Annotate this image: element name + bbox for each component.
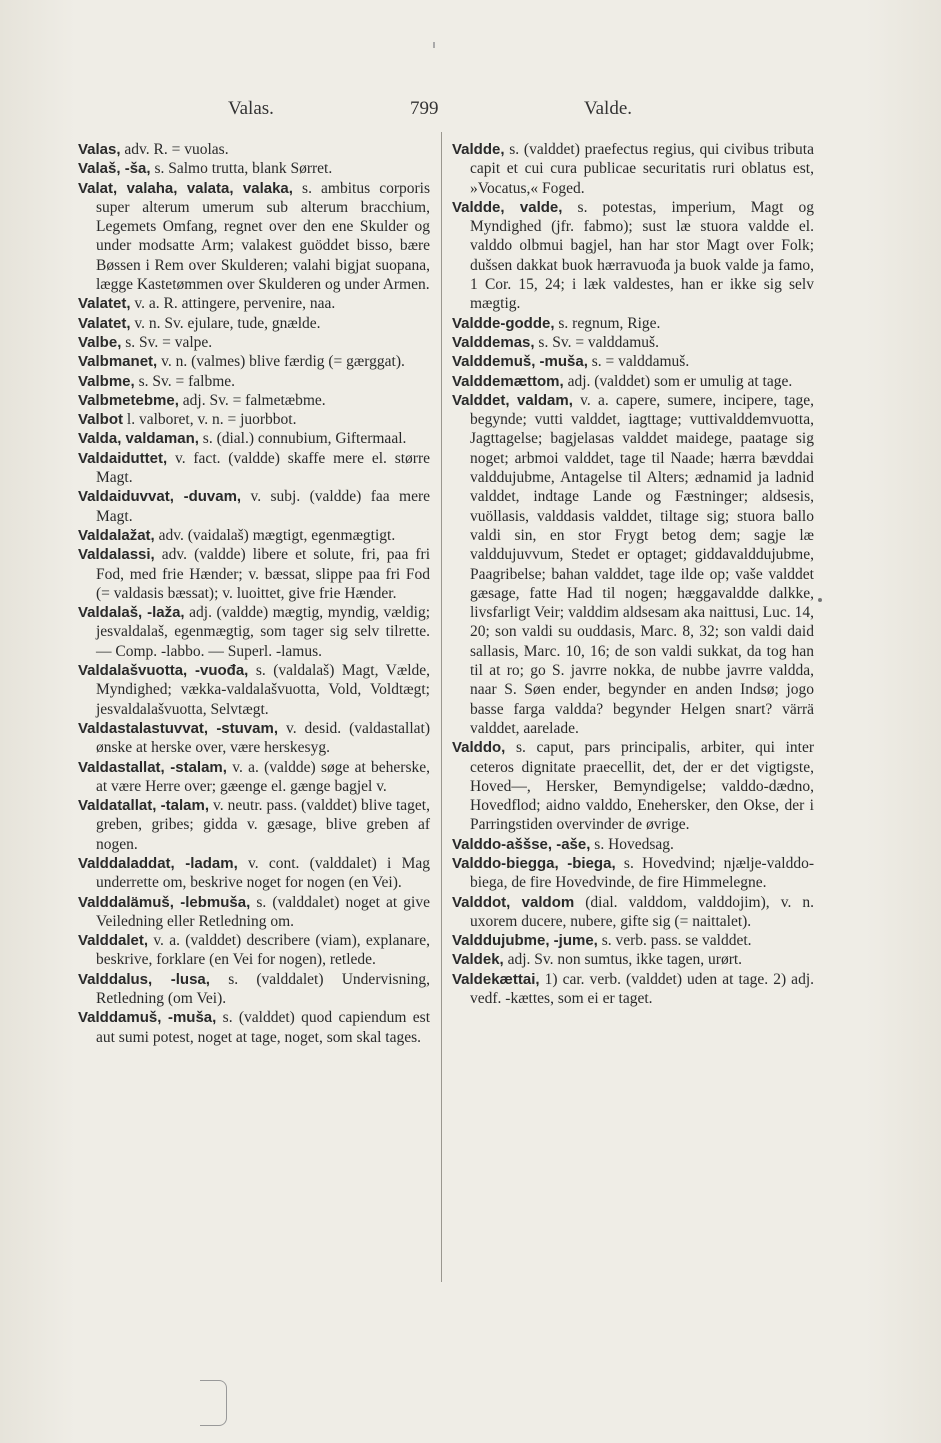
entry-definition: s. Hovedsag.: [594, 835, 674, 853]
entry-definition: s. (valddet) praefectus regius, qui civibus tributa capit et cui cura publicae securitatis ruri oblatus est, »Vocatus,« Foged.: [470, 141, 814, 197]
entry-headword: Valat, valaha, valata, valaka,: [78, 179, 293, 197]
dictionary-entry: [452, 854, 814, 893]
page-number: 799: [410, 98, 439, 119]
entry-definition: s. (valddalet) noget at give Veiledning eller Retledning om.: [96, 893, 430, 930]
entry-headword: Valdaiduvvat, -duvam,: [78, 488, 242, 506]
entry-definition: adv. (vaidalaš) mægtigt, egenmægtigt.: [158, 526, 396, 544]
left-column: [78, 140, 430, 1047]
entry-definition: v. desid. (valdastallat) ønske at herske over, være herskesyg.: [96, 719, 430, 757]
dictionary-entry: [78, 449, 430, 488]
entry-headword: Valdde, valde,: [452, 198, 563, 216]
entry-definition: s. (valdalaš) Magt, Vælde, Myndighed; vækka-valdalašvuotta, Vold, Voldtægt; jesvaldalašvuotta, Selvtægt.: [96, 662, 431, 718]
column-divider: [441, 132, 442, 1282]
dictionary-entry: [78, 1008, 430, 1047]
dictionary-entry: [78, 603, 430, 661]
dictionary-entry: [78, 333, 430, 352]
dictionary-entry: [452, 391, 814, 738]
entry-definition: v. a. R. attingere, pervenire, naa.: [134, 295, 336, 313]
dictionary-entry: [452, 950, 814, 969]
entry-headword: Valatet,: [78, 295, 131, 313]
entry-headword: Valdde-godde,: [452, 314, 555, 332]
dictionary-entry: [78, 893, 430, 932]
dictionary-entry: [452, 931, 814, 950]
entry-headword: Valddalus, -lusa,: [78, 970, 210, 988]
dictionary-entry: [452, 140, 814, 198]
entry-definition: v. fact. (valdde) skaffe mere el. større Magt.: [96, 449, 430, 487]
entry-headword: Valdalašvuotta, -vuođa,: [78, 662, 249, 680]
entry-headword: Valdatallat, -talam,: [78, 797, 210, 815]
entry-definition: v. n. Sv. ejulare, tude, gnælde.: [134, 314, 321, 332]
dictionary-entry: [78, 526, 430, 545]
entry-definition: v. subj. (valdde) faa mere Magt.: [96, 488, 430, 525]
entry-definition: adj. (valdde) mægtig, myndig, vældig; jesvaldalaš, egenmægtig, som tager sig selv tilrette. — Comp. -labbo. — Superl. -lamus.: [96, 604, 431, 660]
dictionary-entry: [78, 854, 430, 893]
entry-headword: Valbmanet,: [78, 353, 158, 371]
entry-definition: s. (valddalet) Undervisning, Retledning (om Vei).: [96, 970, 430, 1008]
entry-definition: s. (valddet) quod capiendum est aut sumi potest, noget at tage, noget, som skal tages.: [96, 1009, 430, 1046]
dictionary-entry: [78, 796, 430, 854]
entry-definition: adv. R. = vuolas.: [124, 141, 229, 158]
entry-headword: Valdaiduttet,: [78, 449, 168, 467]
entry-headword: Valbmetebme,: [78, 391, 179, 409]
binding-mark: [200, 1380, 227, 1426]
entry-definition: v. a. (valdde) søge at beherske, at være Herre over; gæenge el. gænge bagjel v.: [96, 758, 430, 795]
dictionary-entry: [452, 372, 814, 391]
running-head-left: Valas.: [228, 98, 274, 119]
entry-headword: Valdalassi,: [78, 546, 155, 564]
dictionary-entry: [452, 835, 814, 854]
entry-definition: v. cont. (valddalet) i Mag underrette om, beskrive noget for nogen (en Vei).: [96, 854, 430, 892]
dictionary-entry: [452, 970, 814, 1009]
dictionary-entry: [78, 159, 430, 178]
entry-definition: s. potestas, imperium, Magt og Myndighed (jfr. fabmo); sust læ stuora valdde el. valddo olbmui bagjel, han har stor Magt over Folk; dušsen dakkat buok hærravuođa ja buok valde ja famo, 1 Cor. 15, 24; i læk valdestes, han er ikke sig selv mægtig.: [470, 198, 815, 313]
entry-definition: v. neutr. pass. (valddet) blive taget, greben, gribes; gidda v. gæsage, blive greben af nogen.: [96, 797, 430, 853]
entry-headword: Valddalämuš, -lebmuša,: [78, 893, 251, 911]
entry-definition: s. Sv. = valpe.: [125, 333, 213, 351]
entry-definition: s. verb. pass. se valddet.: [601, 932, 752, 950]
entry-headword: Valddo,: [452, 739, 506, 757]
entry-definition: s. ambitus corporis super alterum umerum sub alterum bracchium, Legemets Omfang, regnet over den ene Skulder og under modsatte Arm; valakest guöddet bisso, bære Bøssen i Rem over Skulderen; valahi bigjat suopana, lægge Kastetømmen over Skulderen og under Armen.: [96, 179, 431, 294]
entry-headword: Valdalaš, -laža,: [78, 604, 185, 622]
dictionary-entry: [78, 179, 430, 295]
right-column: [452, 140, 814, 1008]
entry-headword: Valddalet,: [78, 932, 149, 950]
entry-definition: s. Salmo trutta, blank Sørret.: [154, 160, 333, 178]
entry-definition: s. regnum, Rige.: [558, 314, 661, 332]
entry-definition: adj. Sv. = falmetæbme.: [182, 391, 326, 409]
entry-headword: Valaš, -ša,: [78, 160, 151, 178]
entry-headword: Valddo-aššse, -aše,: [452, 835, 591, 853]
dictionary-entry: [452, 333, 814, 352]
entry-definition: s. Sv. = valddamuš.: [538, 333, 659, 351]
entry-headword: Valddot, valdom: [452, 893, 575, 911]
entry-definition: s. = valddamuš.: [591, 353, 690, 371]
entry-headword: Valbe,: [78, 333, 122, 351]
running-head-right: Valde.: [584, 98, 633, 119]
entry-headword: Valdastallat, -stalam,: [78, 758, 227, 776]
dictionary-entry: [78, 719, 430, 758]
dictionary-entry: [452, 314, 814, 333]
entry-definition: v. a. (valddet) describere (viam), explanare, beskrive, forklare (en Vei for nogen), retlede.: [96, 932, 430, 969]
entry-headword: Valas,: [78, 141, 121, 158]
entry-definition: s. Sv. = falbme.: [138, 372, 235, 390]
entry-headword: Valddemas,: [452, 333, 535, 351]
entry-definition: v. a. capere, sumere, incipere, tage, begynde; vutti valddet, iagttage; vuttivalddemvuotta, Jagttagelse; bagjelasas valddet maidege, paatage sig noget; arbmoi valddet, tage til Naade; hærra bævddai valddujubme, Antagelse til Alters; ædnamid ja ladnid valddet, indtage Lande og Fæstninger; aldsesis, vuöllasis, valddasis valddet, tiltage sig; stuora ballo valdi sin, en stor Frygt betog dem; sagje læ valddujuvvum, Stedet er optaget; giddavalddujubme, Paagribelse; bahan valddet, tage ilde op; vaše valddet gæsage, fatte Had til nogen; hæggavaldde dalkke, livsfarligt Veir; valddim aldsesam aka naittusi, Luc. 14, 20; son valdi su ouddasis, Marc. 8, 32; son valdi daid sallasis, Marc. 10, 16; de son valdi sukkat, da tog han til at ro; go S. javrre nokka, de nubbe javrre valdda, naar S. Søen ender, begynder en anden Indsø; jogo basse farga valdda? begynder Helgen snart? värrä valddet, aarelade.: [470, 391, 814, 737]
entry-headword: Valdekættai,: [452, 970, 540, 988]
dictionary-entry: [78, 391, 430, 410]
entry-definition: 1) car. verb. (valddet) uden at tage. 2) adj. vedf. -kættes, som ei er taget.: [470, 970, 814, 1008]
entry-headword: Valddo-biegga, -biega,: [452, 854, 616, 872]
entry-definition: l. valboret, v. n. = juorbbot.: [126, 411, 297, 429]
dictionary-entry: [78, 970, 430, 1009]
dictionary-entry: [78, 758, 430, 797]
entry-definition: adj. (valddet) som er umulig at tage.: [567, 372, 793, 390]
dictionary-entry: [78, 661, 430, 719]
dictionary-entry: [452, 738, 814, 834]
entry-headword: Valda, valdaman,: [78, 430, 199, 448]
entry-headword: Valdastalastuvvat, -stuvam,: [78, 719, 279, 737]
entry-headword: Valddemættom,: [452, 372, 564, 390]
entry-definition: s. (dial.) connubium, Giftermaal.: [202, 430, 407, 448]
entry-headword: Valdde,: [452, 141, 505, 158]
entry-definition: s. caput, pars principalis, arbiter, qui inter ceteros dignitate praecellit, det, der er det vigtigste, Hoved—, Hersker, Bemyndigelse; valddo-dædno, Hovedflod; aidno valddo, Enehersker, den Okse, der i Parringstiden overvinder de øvrige.: [470, 739, 814, 834]
dictionary-entry: [78, 545, 430, 603]
dictionary-entry: [78, 140, 430, 159]
entry-definition: (dial. valddom, valddojim), v. n. uxorem ducere, nubere, gifte sig (= naittalet).: [470, 893, 814, 930]
entry-headword: Valbot: [78, 411, 124, 429]
dictionary-entry: [78, 314, 430, 333]
entry-headword: Valddet, valdam,: [452, 391, 573, 409]
entry-headword: Valatet,: [78, 314, 131, 332]
entry-definition: adj. Sv. non sumtus, ikke tagen, urørt.: [507, 951, 743, 969]
dictionary-entry: [78, 931, 430, 970]
dictionary-entry: [452, 352, 814, 371]
dictionary-entry: [78, 294, 430, 313]
dictionary-entry: [78, 429, 430, 448]
entry-headword: Valddujubme, -jume,: [452, 932, 598, 950]
dictionary-entry: [78, 487, 430, 526]
dictionary-entry: [78, 372, 430, 391]
dictionary-entry: [452, 198, 814, 314]
entry-definition: v. n. (valmes) blive færdig (= gærggat).: [161, 353, 405, 371]
dictionary-entry: [78, 352, 430, 371]
dictionary-entry: [78, 410, 430, 429]
dictionary-entry: [452, 893, 814, 932]
entry-headword: Valdek,: [452, 951, 504, 969]
entry-definition: s. Hovedvind; njælje-valddo-biega, de fire Hovedvinde, de fire Himmelegne.: [470, 854, 814, 892]
margin-dot: [818, 598, 822, 602]
scan-mark: [433, 42, 435, 48]
entry-headword: Valddamuš, -muša,: [78, 1009, 217, 1027]
entry-headword: Valddemuš, -muša,: [452, 353, 588, 371]
entry-headword: Valddaladdat, -ladam,: [78, 854, 238, 872]
entry-definition: adv. (valdde) libere et solute, fri, paa fri Fod, med frie Hænder; v. bæssat, slippe paa fri Fod (= valdasis bæssat); v. luoittet, give frie Hænder.: [96, 546, 430, 602]
entry-headword: Valdalažat,: [78, 526, 155, 544]
entry-headword: Valbme,: [78, 372, 135, 390]
